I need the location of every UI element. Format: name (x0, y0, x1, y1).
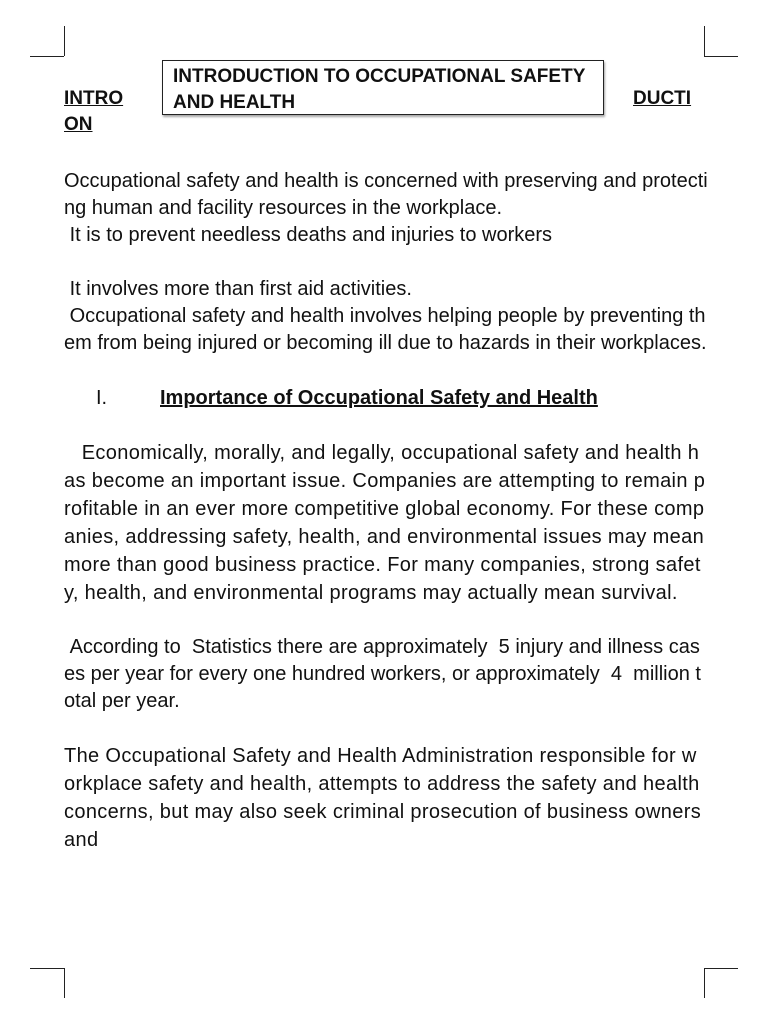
crop-mark-top-right-vertical (704, 26, 705, 56)
paragraph-helping-people: Occupational safety and health involves helping people by preventing them from being injured or becoming ill due to hazards in their workplaces. (64, 305, 707, 354)
paragraph-first-aid: It involves more than first aid activities. (64, 278, 412, 300)
title-text-box: INTRODUCTION TO OCCUPATIONAL SAFETY AND HEALTH (162, 60, 604, 115)
heading-fragment-left: INTRO ON (64, 88, 124, 135)
paragraph-osha: The Occupational Safety and Health Administration responsible for workplace safety and health, attempts to address the safety and health concerns, but may also seek criminal prosecution of business owners and (64, 745, 707, 851)
crop-mark-top-left-horizontal (30, 56, 64, 57)
paragraph-definition: Occupational safety and health is concerned with preserving and protecting human and facility resources in the workplace. (64, 170, 708, 219)
crop-mark-top-left-vertical (64, 26, 65, 56)
paragraph-statistics: According to Statistics there are approximately 5 injury and illness cases per year for every one hundred workers, or approximately 4 million total per year. (64, 636, 701, 712)
section-heading (64, 384, 708, 412)
crop-mark-bottom-left-horizontal (30, 968, 64, 969)
crop-mark-top-right-horizontal (704, 56, 738, 57)
crop-mark-bottom-right-horizontal (704, 968, 738, 969)
crop-mark-bottom-left-vertical (64, 968, 65, 998)
crop-mark-bottom-right-vertical (704, 968, 705, 998)
paragraph-importance: Economically, morally, and legally, occupational safety and health has become an important issue. Companies are attempting to remain profitable in an ever more competitive global economy. For these companies, addressing safety, health, and environmental issues may mean more than good business practice. For many companies, strong safety, health, and environmental programs may actually mean survival. (64, 442, 711, 604)
heading-fragment-right: DUCTI (633, 88, 692, 109)
section-number: I. (96, 387, 108, 409)
section-title: Importance of Occupational Safety and Health (160, 387, 598, 409)
paragraph-prevent: It is to prevent needless deaths and injuries to workers (64, 224, 553, 246)
document-body (64, 168, 711, 854)
